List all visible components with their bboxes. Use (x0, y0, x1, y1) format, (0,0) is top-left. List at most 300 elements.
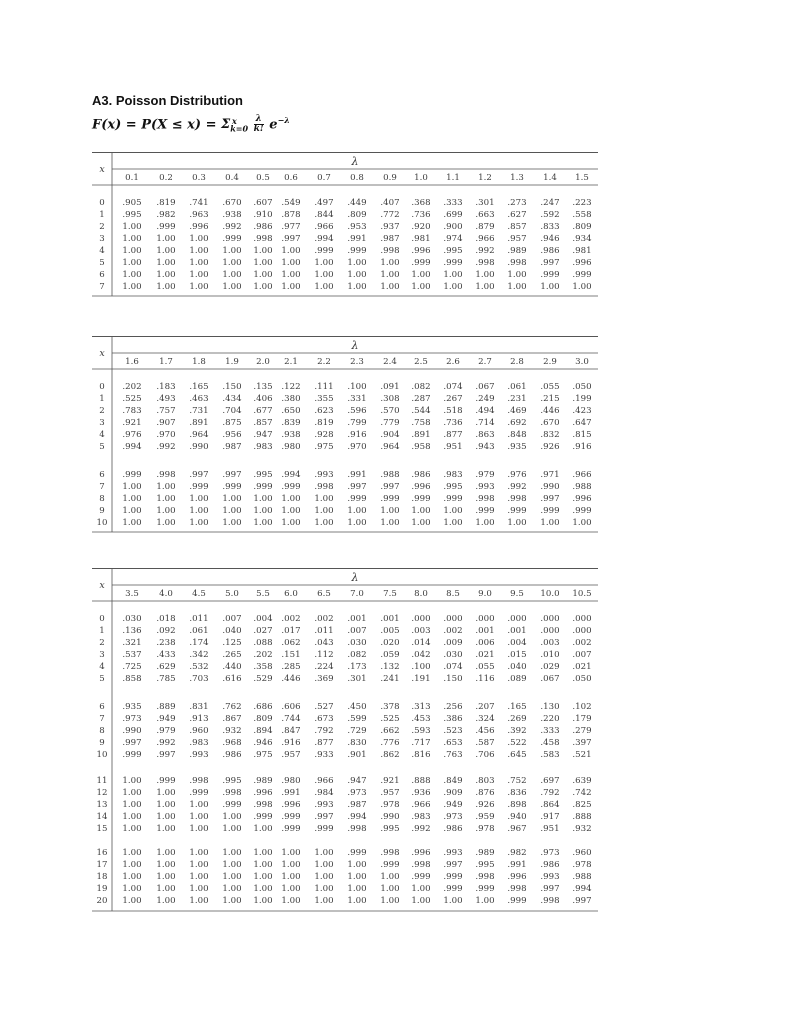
probability-cell: 1.00 (222, 282, 242, 292)
x-value: 8 (99, 726, 105, 736)
lambda-header: λ (351, 155, 359, 168)
lambda-value: 1.8 (192, 357, 206, 367)
probability-cell: .982 (507, 848, 527, 858)
probability-cell: .986 (540, 860, 560, 870)
probability-cell: .997 (281, 234, 301, 244)
probability-cell: .007 (222, 614, 242, 624)
probability-cell: .135 (253, 382, 273, 392)
probability-cell: .960 (189, 726, 209, 736)
probability-cell: .758 (411, 418, 431, 428)
probability-cell: .947 (347, 776, 367, 786)
probability-cell: 1.00 (122, 824, 142, 834)
probability-cell: .742 (572, 788, 592, 798)
probability-cell: .020 (380, 638, 400, 648)
probability-cell: 1.00 (222, 896, 242, 906)
probability-cell: .521 (572, 750, 592, 760)
probability-cell: .074 (443, 382, 463, 392)
formula-upper-limit: x (232, 116, 237, 127)
formula-sum (221, 115, 248, 139)
probability-cell: 1.00 (156, 812, 176, 822)
probability-cell: .697 (540, 776, 560, 786)
lambda-value: 1.5 (575, 173, 589, 183)
probability-cell: .993 (189, 750, 209, 760)
probability-cell: 1.00 (281, 872, 301, 882)
formula-numerator: λ (255, 114, 262, 125)
probability-cell: .125 (222, 638, 242, 648)
probability-cell: 1.00 (122, 860, 142, 870)
probability-cell: .792 (540, 788, 560, 798)
probability-cell: .875 (222, 418, 242, 428)
probability-cell: .998 (540, 896, 560, 906)
probability-cell: .993 (443, 848, 463, 858)
probability-cell: .986 (222, 750, 242, 760)
probability-cell: .998 (475, 494, 495, 504)
probability-cell: .704 (222, 406, 242, 416)
probability-cell: .994 (572, 884, 592, 894)
probability-cell: .287 (411, 394, 431, 404)
probability-cell: 1.00 (253, 848, 273, 858)
probability-cell: .989 (475, 848, 495, 858)
probability-cell: 1.00 (253, 258, 273, 268)
probability-cell: 1.00 (475, 270, 495, 280)
probability-cell: .992 (507, 482, 527, 492)
x-value: 5 (99, 442, 105, 452)
probability-cell: .006 (475, 638, 495, 648)
probability-cell: 1.00 (347, 282, 367, 292)
probability-cell: .848 (507, 430, 527, 440)
probability-cell: .995 (253, 470, 273, 480)
probability-cell: .968 (222, 738, 242, 748)
probability-cell: .983 (189, 738, 209, 748)
probability-cell: .937 (380, 222, 400, 232)
probability-cell: .913 (189, 714, 209, 724)
probability-cell: 1.00 (380, 282, 400, 292)
probability-cell: .004 (507, 638, 527, 648)
probability-cell: .991 (347, 234, 367, 244)
probability-cell: .030 (347, 638, 367, 648)
probability-cell: 1.00 (156, 896, 176, 906)
probability-cell: 1.00 (411, 282, 431, 292)
probability-cell: 1.00 (122, 812, 142, 822)
probability-cell: .993 (540, 872, 560, 882)
x-value: 6 (99, 470, 105, 480)
probability-cell: 1.00 (253, 824, 273, 834)
probability-cell: 1.00 (122, 234, 142, 244)
probability-cell: .973 (347, 788, 367, 798)
probability-cell: .449 (347, 198, 367, 208)
probability-cell: .027 (253, 626, 273, 636)
lambda-value: 2.9 (543, 357, 557, 367)
probability-cell: .989 (253, 776, 273, 786)
probability-cell: .999 (411, 872, 431, 882)
probability-cell: .029 (540, 662, 560, 672)
lambda-value: 5.5 (256, 589, 270, 599)
probability-cell: 1.00 (122, 222, 142, 232)
probability-cell: .368 (411, 198, 431, 208)
lambda-value: 4.5 (192, 589, 206, 599)
probability-cell: 1.00 (314, 270, 334, 280)
x-value: 7 (99, 714, 105, 724)
probability-cell: .964 (380, 442, 400, 452)
probability-cell: .247 (540, 198, 560, 208)
probability-cell: .002 (314, 614, 334, 624)
probability-cell: .991 (507, 860, 527, 870)
probability-cell: .074 (443, 662, 463, 672)
lambda-value: 1.9 (225, 357, 239, 367)
probability-cell: .699 (443, 210, 463, 220)
x-header: x (99, 580, 105, 591)
probability-cell: .792 (314, 726, 334, 736)
probability-cell: .456 (475, 726, 495, 736)
x-value: 14 (96, 812, 108, 822)
probability-cell: .525 (380, 714, 400, 724)
probability-cell: .877 (443, 430, 463, 440)
probability-cell: .000 (572, 626, 592, 636)
probability-cell: .981 (572, 246, 592, 256)
probability-cell: .978 (572, 860, 592, 870)
probability-cell: 1.00 (222, 494, 242, 504)
probability-cell: 1.00 (475, 282, 495, 292)
probability-cell: 1.00 (411, 270, 431, 280)
x-value: 1 (99, 626, 105, 636)
probability-cell: .990 (122, 726, 142, 736)
probability-cell: .772 (380, 210, 400, 220)
probability-cell: .999 (380, 494, 400, 504)
probability-cell: .703 (189, 674, 209, 684)
probability-cell: 1.00 (507, 518, 527, 528)
probability-cell: .776 (380, 738, 400, 748)
probability-cell: .935 (122, 702, 142, 712)
probability-cell: .980 (281, 776, 301, 786)
probability-cell: 1.00 (347, 518, 367, 528)
probability-cell: 1.00 (253, 884, 273, 894)
lambda-value: 6.5 (317, 589, 331, 599)
probability-cell: .005 (380, 626, 400, 636)
probability-cell: 1.00 (314, 518, 334, 528)
probability-cell: .957 (281, 750, 301, 760)
probability-cell: 1.00 (411, 506, 431, 516)
probability-cell: .849 (443, 776, 463, 786)
probability-cell: .958 (411, 442, 431, 452)
poisson-table-3 (92, 568, 598, 911)
probability-cell: 1.00 (253, 494, 273, 504)
probability-cell: 1.00 (156, 884, 176, 894)
probability-cell: .990 (380, 812, 400, 822)
probability-cell: .030 (122, 614, 142, 624)
x-value: 4 (99, 430, 105, 440)
probability-cell: .967 (507, 824, 527, 834)
probability-cell: .966 (475, 234, 495, 244)
probability-cell: .215 (540, 394, 560, 404)
probability-cell: .803 (475, 776, 495, 786)
x-value: 1 (99, 394, 105, 404)
probability-cell: 1.00 (189, 872, 209, 882)
probability-cell: 1.00 (253, 518, 273, 528)
probability-cell: .998 (156, 470, 176, 480)
probability-cell: .819 (314, 418, 334, 428)
probability-cell: .839 (281, 418, 301, 428)
probability-cell: 1.00 (281, 884, 301, 894)
probability-cell: .998 (380, 246, 400, 256)
probability-cell: .992 (156, 442, 176, 452)
lambda-value: 2.7 (478, 357, 492, 367)
probability-cell: 1.00 (281, 246, 301, 256)
x-value: 18 (96, 872, 108, 882)
probability-cell: .000 (540, 626, 560, 636)
probability-cell: .111 (314, 382, 334, 392)
x-value: 16 (96, 848, 108, 858)
probability-cell: .926 (540, 442, 560, 452)
probability-cell: .599 (347, 714, 367, 724)
probability-cell: .916 (347, 430, 367, 440)
probability-cell: .986 (411, 470, 431, 480)
probability-cell: .653 (443, 738, 463, 748)
probability-cell: 1.00 (156, 518, 176, 528)
probability-cell: .999 (281, 812, 301, 822)
probability-cell: .010 (540, 650, 560, 660)
probability-cell: 1.00 (189, 494, 209, 504)
page-heading: A3. Poisson Distribution (92, 93, 243, 108)
probability-cell: 1.00 (222, 848, 242, 858)
x-value: 4 (99, 662, 105, 672)
lambda-value: 7.0 (350, 589, 364, 599)
probability-cell: .342 (189, 650, 209, 660)
probability-cell: 1.00 (122, 494, 142, 504)
probability-cell: 1.00 (411, 518, 431, 528)
x-value: 8 (99, 494, 105, 504)
probability-cell: .249 (475, 394, 495, 404)
probability-cell: 1.00 (222, 860, 242, 870)
probability-cell: .558 (572, 210, 592, 220)
probability-cell: 1.00 (443, 506, 463, 516)
probability-cell: .940 (507, 812, 527, 822)
probability-cell: .904 (380, 430, 400, 440)
probability-cell: .862 (380, 750, 400, 760)
probability-cell: .165 (507, 702, 527, 712)
probability-cell: 1.00 (222, 812, 242, 822)
probability-cell: .986 (253, 222, 273, 232)
lambda-value: 2.3 (350, 357, 364, 367)
probability-cell: .946 (540, 234, 560, 244)
probability-cell: 1.00 (314, 258, 334, 268)
x-value: 1 (99, 210, 105, 220)
probability-cell: .623 (314, 406, 334, 416)
probability-cell: .596 (347, 406, 367, 416)
lambda-header: λ (351, 571, 359, 584)
probability-cell: 1.00 (156, 258, 176, 268)
probability-cell: 1.00 (156, 824, 176, 834)
probability-cell: .088 (253, 638, 273, 648)
probability-cell: .001 (347, 614, 367, 624)
probability-cell: .809 (347, 210, 367, 220)
probability-cell: .007 (572, 650, 592, 660)
probability-cell: .983 (443, 470, 463, 480)
probability-cell: .973 (443, 812, 463, 822)
probability-cell: .392 (507, 726, 527, 736)
probability-cell: .999 (189, 788, 209, 798)
probability-cell: .744 (281, 714, 301, 724)
probability-cell: .997 (540, 884, 560, 894)
x-header: x (99, 348, 105, 359)
probability-cell: .450 (347, 702, 367, 712)
probability-cell: .267 (443, 394, 463, 404)
probability-cell: .301 (347, 674, 367, 684)
x-value: 15 (96, 824, 108, 834)
probability-cell: .061 (507, 382, 527, 392)
probability-cell: .265 (222, 650, 242, 660)
x-value: 5 (99, 258, 105, 268)
probability-cell: 1.00 (411, 884, 431, 894)
probability-cell: .529 (253, 674, 273, 684)
formula-fraction (254, 115, 264, 134)
probability-cell: .863 (475, 430, 495, 440)
probability-cell: .000 (540, 614, 560, 624)
probability-cell: .970 (156, 430, 176, 440)
probability-cell: 1.00 (347, 872, 367, 882)
probability-cell: .002 (443, 626, 463, 636)
probability-cell: .986 (443, 824, 463, 834)
probability-cell: .999 (443, 258, 463, 268)
probability-cell: .238 (156, 638, 176, 648)
probability-cell: .988 (572, 872, 592, 882)
x-value: 9 (99, 738, 105, 748)
probability-cell: 1.00 (347, 506, 367, 516)
probability-cell: 1.00 (122, 246, 142, 256)
probability-cell: .999 (281, 482, 301, 492)
probability-cell: 1.00 (189, 518, 209, 528)
probability-cell: 1.00 (314, 494, 334, 504)
probability-cell: 1.00 (189, 884, 209, 894)
probability-cell: .729 (347, 726, 367, 736)
lambda-value: 5.0 (225, 589, 239, 599)
probability-cell: .995 (380, 824, 400, 834)
probability-cell: .011 (314, 626, 334, 636)
probability-cell: .731 (189, 406, 209, 416)
probability-cell: .527 (314, 702, 334, 712)
lambda-value: 2.1 (284, 357, 298, 367)
probability-cell: .994 (122, 442, 142, 452)
lambda-value: 6.0 (284, 589, 298, 599)
probability-cell: .082 (411, 382, 431, 392)
probability-cell: .933 (314, 750, 334, 760)
probability-cell: .714 (475, 418, 495, 428)
probability-cell: .645 (507, 750, 527, 760)
probability-cell: .224 (314, 662, 334, 672)
formula-exp-base: e (269, 117, 278, 133)
lambda-value: 0.9 (383, 173, 397, 183)
x-value: 6 (99, 702, 105, 712)
probability-cell: .997 (122, 738, 142, 748)
formula-sum-symbol: Σ (221, 117, 231, 133)
poisson-table-1 (92, 152, 598, 296)
probability-cell: 1.00 (156, 482, 176, 492)
probability-cell: .998 (507, 258, 527, 268)
probability-cell: .736 (411, 210, 431, 220)
probability-cell: .174 (189, 638, 209, 648)
probability-cell: .647 (572, 418, 592, 428)
probability-cell: .999 (443, 494, 463, 504)
probability-cell: .021 (572, 662, 592, 672)
probability-cell: .380 (281, 394, 301, 404)
probability-cell: .785 (156, 674, 176, 684)
probability-cell: 1.00 (189, 848, 209, 858)
probability-cell: .816 (411, 750, 431, 760)
probability-cell: 1.00 (253, 246, 273, 256)
probability-cell: .497 (314, 198, 334, 208)
lambda-value: 1.3 (510, 173, 524, 183)
probability-cell: .891 (411, 430, 431, 440)
probability-cell: .949 (443, 800, 463, 810)
probability-cell: 1.00 (222, 872, 242, 882)
x-value: 13 (96, 800, 108, 810)
probability-cell: .983 (411, 812, 431, 822)
probability-cell: .987 (380, 234, 400, 244)
probability-cell: .951 (443, 442, 463, 452)
probability-cell: 1.00 (253, 270, 273, 280)
probability-cell: 1.00 (156, 494, 176, 504)
probability-cell: .799 (347, 418, 367, 428)
probability-cell: 1.00 (222, 518, 242, 528)
probability-cell: .999 (507, 896, 527, 906)
probability-cell: .943 (475, 442, 495, 452)
probability-cell: .997 (443, 860, 463, 870)
probability-cell: .997 (156, 750, 176, 760)
probability-cell: .007 (347, 626, 367, 636)
probability-cell: .324 (475, 714, 495, 724)
probability-cell: .998 (507, 494, 527, 504)
probability-cell: .313 (411, 702, 431, 712)
probability-cell: .279 (572, 726, 592, 736)
probability-cell: .994 (281, 470, 301, 480)
probability-cell: .285 (281, 662, 301, 672)
probability-cell: .355 (314, 394, 334, 404)
probability-cell: .537 (122, 650, 142, 660)
lambda-value: 1.0 (414, 173, 428, 183)
probability-cell: .966 (314, 222, 334, 232)
probability-cell: .092 (156, 626, 176, 636)
probability-cell: .663 (475, 210, 495, 220)
probability-cell: .938 (222, 210, 242, 220)
probability-cell: 1.00 (475, 896, 495, 906)
probability-cell: .997 (189, 470, 209, 480)
probability-cell: .947 (253, 430, 273, 440)
probability-cell: .993 (314, 800, 334, 810)
probability-cell: 1.00 (314, 872, 334, 882)
probability-cell: 1.00 (156, 800, 176, 810)
probability-cell: .670 (540, 418, 560, 428)
probability-cell: .830 (347, 738, 367, 748)
lambda-value: 7.5 (383, 589, 397, 599)
probability-cell: .991 (281, 788, 301, 798)
x-value: 9 (99, 506, 105, 516)
probability-cell: .570 (380, 406, 400, 416)
probability-cell: .331 (347, 394, 367, 404)
probability-cell: .532 (189, 662, 209, 672)
probability-cell: .223 (572, 198, 592, 208)
probability-cell: .446 (540, 406, 560, 416)
probability-cell: .999 (314, 246, 334, 256)
probability-cell: 1.00 (156, 872, 176, 882)
probability-cell: .999 (443, 884, 463, 894)
probability-cell: .999 (122, 750, 142, 760)
probability-cell: 1.00 (122, 282, 142, 292)
probability-cell: .433 (156, 650, 176, 660)
probability-cell: .971 (540, 470, 560, 480)
probability-cell: .130 (540, 702, 560, 712)
probability-cell: 1.00 (222, 270, 242, 280)
probability-cell: 1.00 (314, 884, 334, 894)
probability-cell: .993 (475, 482, 495, 492)
